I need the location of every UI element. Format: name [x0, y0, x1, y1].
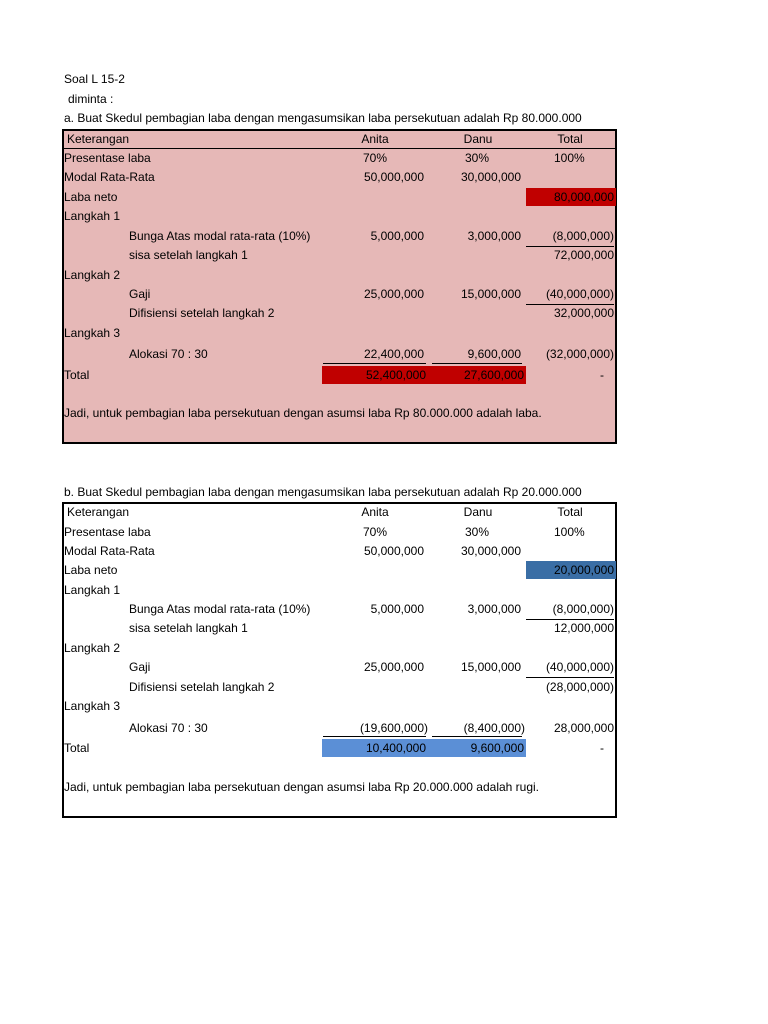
- persentase-anita: 70%: [363, 151, 388, 165]
- col-keterangan-header: Keterangan: [67, 505, 130, 519]
- modal-danu: 30,000,000: [460, 170, 521, 184]
- bunga-danu: 3,000,000: [467, 229, 521, 243]
- row-label: Modal Rata-Rata: [64, 170, 155, 184]
- section-a-heading: a. Buat Skedul pembagian laba dengan mengasumsikan laba persekutuan adalah Rp 80.000.000: [64, 111, 582, 125]
- col-anita-header: Anita: [361, 505, 389, 519]
- total-total: -: [600, 368, 604, 382]
- col-total-header: Total: [557, 505, 583, 519]
- sisa1-total: 72,000,000: [553, 248, 614, 262]
- row-label: Modal Rata-Rata: [64, 544, 155, 558]
- alokasi-total: 28,000,000: [553, 721, 614, 735]
- row-label: Laba neto: [64, 563, 118, 577]
- gaji-total: (40,000,000): [545, 287, 614, 301]
- col-anita-header: Anita: [361, 132, 389, 146]
- sisa1-total: 12,000,000: [553, 621, 614, 635]
- laba-neto-total: 20,000,000: [526, 561, 616, 579]
- alokasi-total: (32,000,000): [545, 347, 614, 361]
- sisa2-total: (28,000,000): [545, 680, 614, 694]
- row-label: Difisiensi setelah langkah 2: [129, 680, 275, 694]
- persentase-total: 100%: [554, 151, 585, 165]
- total-danu: 9,600,000: [428, 739, 526, 757]
- bunga-total: (8,000,000): [552, 602, 614, 616]
- row-label: Presentase laba: [64, 151, 151, 165]
- row-label: Gaji: [129, 660, 151, 674]
- gaji-anita: 25,000,000: [363, 287, 424, 301]
- persentase-anita: 70%: [363, 525, 388, 539]
- total-total: -: [600, 741, 604, 755]
- col-keterangan-header: Keterangan: [67, 132, 130, 146]
- row-label: Langkah 2: [64, 268, 121, 282]
- row-label: Difisiensi setelah langkah 2: [129, 306, 275, 320]
- bunga-anita: 5,000,000: [370, 229, 424, 243]
- row-label: Gaji: [129, 287, 151, 301]
- gaji-anita: 25,000,000: [363, 660, 424, 674]
- row-label: Laba neto: [64, 190, 118, 204]
- row-label: sisa setelah langkah 1: [129, 621, 248, 635]
- row-label: sisa setelah langkah 1: [129, 248, 248, 262]
- alokasi-anita: 22,400,000: [363, 347, 424, 361]
- section-b-conclusion: Jadi, untuk pembagian laba persekutuan dengan asumsi laba Rp 20.000.000 adalah rugi.: [64, 780, 540, 794]
- modal-danu: 30,000,000: [460, 544, 521, 558]
- page-title: Soal L 15-2: [64, 72, 125, 86]
- total-anita: 52,400,000: [322, 366, 428, 384]
- row-label: Bunga Atas modal rata-rata (10%): [129, 229, 311, 243]
- row-label: Total: [64, 368, 90, 382]
- alokasi-underline-anita: [323, 736, 426, 737]
- alokasi-anita: (19,600,000): [359, 721, 428, 735]
- row-label: Presentase laba: [64, 525, 151, 539]
- modal-anita: 50,000,000: [363, 170, 424, 184]
- alokasi-underline-anita: [323, 363, 426, 364]
- total-danu: 27,600,000: [428, 366, 526, 384]
- bunga-danu: 3,000,000: [467, 602, 521, 616]
- row-label: Total: [64, 741, 90, 755]
- col-total-header: Total: [557, 132, 583, 146]
- row-label: Langkah 1: [64, 583, 121, 597]
- row-label: Alokasi 70 : 30: [129, 347, 208, 361]
- persentase-danu: 30%: [465, 525, 490, 539]
- alokasi-danu: 9,600,000: [467, 347, 521, 361]
- page-subtitle: diminta :: [68, 92, 114, 106]
- persentase-total: 100%: [554, 525, 585, 539]
- gaji-total: (40,000,000): [545, 660, 614, 674]
- bunga-anita: 5,000,000: [370, 602, 424, 616]
- bunga-total: (8,000,000): [552, 229, 614, 243]
- total-anita: 10,400,000: [322, 739, 428, 757]
- row-label: Langkah 2: [64, 641, 121, 655]
- row-label: Alokasi 70 : 30: [129, 721, 208, 735]
- row-label: Bunga Atas modal rata-rata (10%): [129, 602, 311, 616]
- alokasi-underline-danu: [432, 363, 522, 364]
- laba-neto-total: 80,000,000: [526, 188, 616, 206]
- alokasi-danu: (8,400,000): [463, 721, 525, 735]
- row-label: Langkah 1: [64, 209, 121, 223]
- row-label: Langkah 3: [64, 326, 121, 340]
- alokasi-underline-danu: [432, 736, 522, 737]
- gaji-danu: 15,000,000: [460, 660, 521, 674]
- row-label: Langkah 3: [64, 699, 121, 713]
- persentase-danu: 30%: [465, 151, 490, 165]
- section-a-conclusion: Jadi, untuk pembagian laba persekutuan dengan asumsi laba Rp 80.000.000 adalah laba.: [64, 406, 542, 420]
- section-b-heading: b. Buat Skedul pembagian laba dengan mengasumsikan laba persekutuan adalah Rp 20.000.000: [64, 485, 582, 499]
- modal-anita: 50,000,000: [363, 544, 424, 558]
- col-danu-header: Danu: [463, 505, 493, 519]
- gaji-danu: 15,000,000: [460, 287, 521, 301]
- sisa2-total: 32,000,000: [553, 306, 614, 320]
- col-danu-header: Danu: [463, 132, 493, 146]
